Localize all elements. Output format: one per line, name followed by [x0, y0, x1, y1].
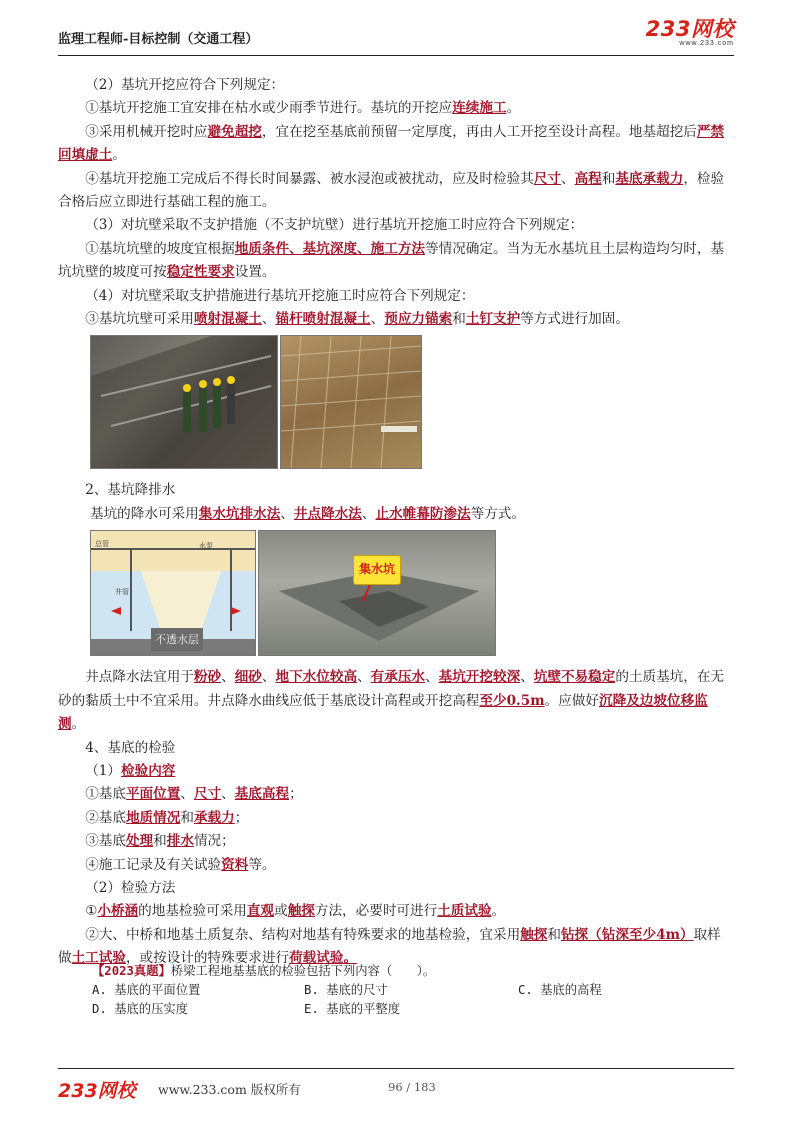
inspection-item-2: ②基底地质情况和承载力； — [85, 809, 249, 826]
footer-copyright: www.233.com 版权所有 — [158, 1082, 301, 1097]
label-pipe: 总管 — [95, 540, 109, 549]
soil-nail-graphic — [281, 336, 421, 468]
logo-url: www.233.com — [679, 40, 734, 47]
no-support-item-1: ①基坑坑壁的坡度宜根据地质条件、基坑深度、施工方法等情况确定。当为无水基坑且土层构造均匀时，基坑坑壁的坡度可按稳定性要求设置。 — [58, 240, 725, 281]
option-d: D. 基底的压实度 — [92, 1002, 188, 1016]
no-support-heading: （3）对坑壁采取不支护措施（不支护坑壁）进行基坑开挖施工时应符合下列规定： — [85, 217, 584, 234]
inspection-method-1: ①小桥涵的地基检验可采用直观或触探方法，必要时可进行土质试验。 — [85, 903, 506, 920]
inspection-heading: 4、基底的检验 — [85, 739, 176, 756]
page-number: 96 / 183 — [388, 1080, 436, 1094]
logo-text: 233网校 — [645, 17, 734, 41]
drainage-methods: 基坑的降水可采用集水坑排水法、井点降水法、止水帷幕防渗法等方式。 — [90, 505, 525, 522]
footer-divider — [58, 1068, 734, 1069]
excavation-item-4: ④基坑开挖施工完成后不得长时间暴露、被水浸泡或被扰动，应及时检验其尺寸、高程和基底承载力，检验合格后应立即进行基础工程的施工。 — [58, 170, 725, 211]
photo-workers-slope — [90, 335, 278, 469]
question-text: 桥梁工程地基基底的检验包括下列内容（ ）。 — [170, 964, 436, 978]
label-well: 井管 — [115, 588, 129, 597]
workers-slope-graphic — [91, 336, 277, 468]
answer-options — [92, 981, 732, 1019]
excavation-item-3: ③采用机械开挖时应避免超挖，宜在挖至基底前预留一定厚度，再由人工开挖至设计高程。地基超挖后严禁回填虚土。 — [58, 123, 725, 164]
impermeable-layer-label: 不透水层 — [151, 628, 203, 651]
question-line — [92, 962, 732, 981]
excavation-item-1: ①基坑开挖施工宜安排在枯水或少雨季节进行。基坑的开挖应连续施工。 — [85, 100, 521, 117]
inspection-method-2: ②大、中桥和地基土质复杂、结构对地基有特殊要求的地基检验，宜采用触探和钻探（钻深至少4m）取样做土工试验，或按设计的特殊要求进行荷载试验。 — [58, 926, 721, 967]
photo-soil-nail-slope — [280, 335, 422, 469]
sump-pit-graphic — [259, 531, 495, 655]
option-e: E. 基底的平整度 — [304, 1002, 400, 1016]
wellpoint-paragraph: 井点降水法宜用于粉砂、细砂、地下水位较高、有承压水、基坑开挖较深、坑壁不易稳定的土质基坑，在无砂的黏质土中不宜采用。井点降水曲线应低于基底设计高程或开挖高程至少0.5m。应做好沉降及边坡位移监测。 — [58, 669, 725, 733]
inspection-item-4: ④施工记录及有关试验资料等。 — [85, 856, 276, 873]
inspection-method-heading: （2）检验方法 — [85, 879, 176, 896]
label-pump: 水泵 — [199, 542, 213, 551]
page-content — [58, 74, 734, 971]
option-a: A. 基底的平面位置 — [92, 983, 201, 997]
drainage-images — [90, 530, 734, 660]
footer-logo[interactable]: 233网校 — [58, 1080, 136, 1102]
inspection-item-1: ①基底平面位置、尺寸、基底高程； — [85, 786, 303, 803]
brand-logo[interactable] — [646, 18, 734, 47]
wellpoint-diagram — [90, 530, 256, 656]
excavation-heading: （2）基坑开挖应符合下列规定： — [85, 77, 285, 93]
document-header-title: 监理工程师-目标控制（交通工程） — [58, 32, 259, 47]
inspection-content-heading: （1）检验内容 — [85, 762, 176, 779]
sump-pit-photo — [258, 530, 496, 656]
question-tag: 【2023真题】 — [92, 964, 171, 978]
support-heading: （4）对坑壁采取支护措施进行基坑开挖施工时应符合下列规定： — [85, 287, 475, 304]
exam-question — [92, 962, 732, 1019]
drainage-heading: 2、基坑降排水 — [85, 482, 176, 499]
option-c: C. 基底的高程 — [518, 983, 602, 997]
option-b: B. 基底的尺寸 — [304, 983, 388, 997]
support-item-3: ③基坑坑壁可采用喷射混凝土、锚杆喷射混凝土、预应力锚索和土钉支护等方式进行加固。 — [85, 311, 629, 328]
inspection-item-3: ③基底处理和排水情况； — [85, 833, 235, 850]
header-divider — [58, 55, 734, 56]
sump-pit-tag: 集水坑 — [353, 555, 401, 584]
support-photos — [90, 335, 734, 477]
